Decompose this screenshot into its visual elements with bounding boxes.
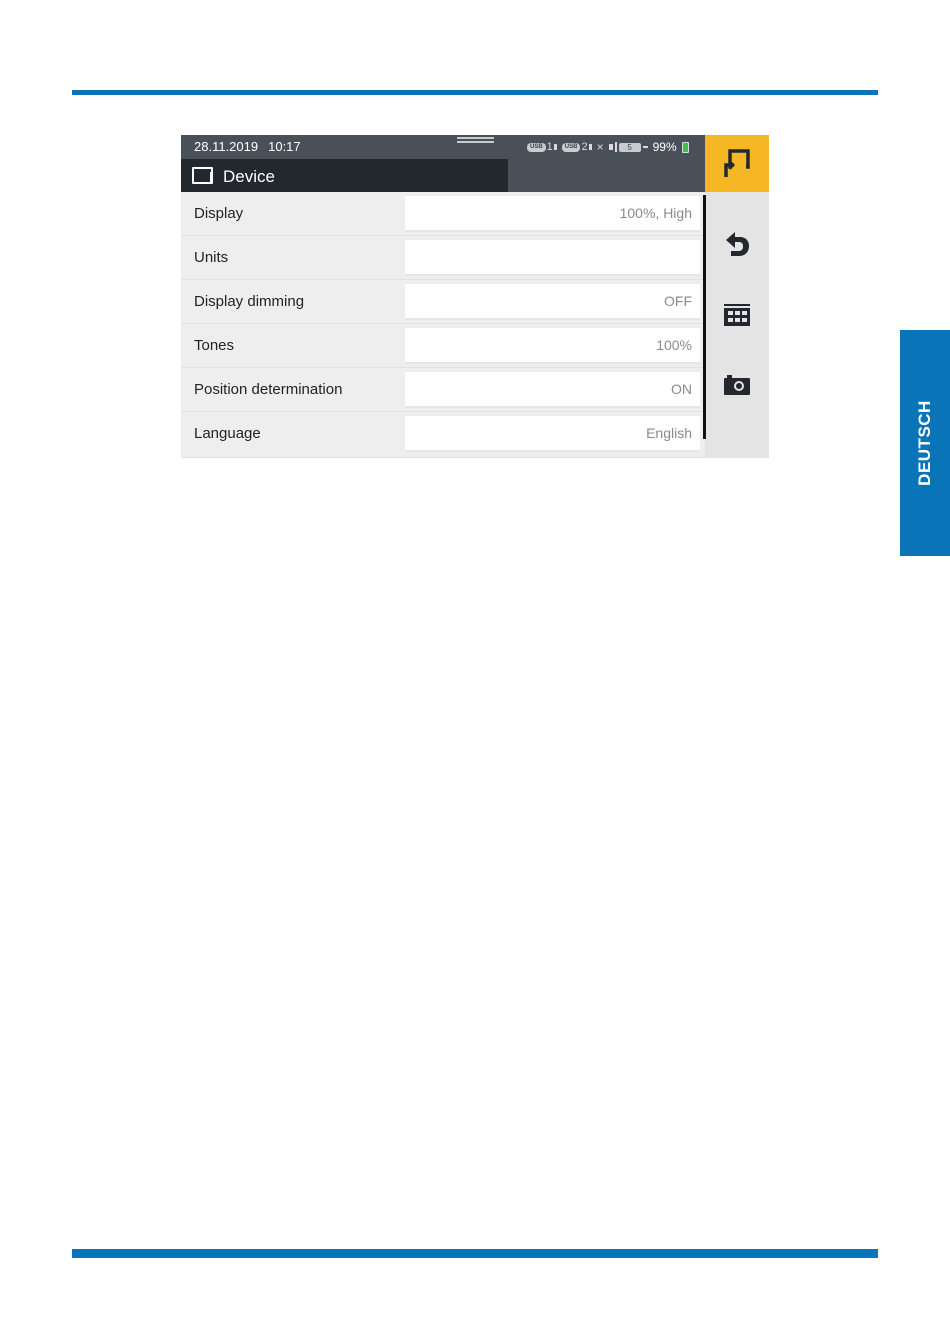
usb2-icon: USB xyxy=(562,143,581,152)
setting-value: OFF xyxy=(664,293,692,309)
setting-row-display-dimming[interactable] xyxy=(181,280,703,324)
device-screen xyxy=(181,135,769,458)
title-bar xyxy=(181,159,508,192)
settings-list xyxy=(181,192,703,458)
status-time: 10:17 xyxy=(268,139,301,154)
language-side-tab xyxy=(900,330,950,556)
battery-icon xyxy=(682,142,689,153)
setting-value: 100%, High xyxy=(619,205,692,221)
setting-value-field[interactable] xyxy=(405,240,700,276)
setting-label: Units xyxy=(194,249,229,266)
usb1-indicator: USB 1 xyxy=(527,141,557,153)
usb2-indicator: USB 2 xyxy=(562,141,592,153)
setting-value: ON xyxy=(671,381,692,397)
status-date: 28.11.2019 xyxy=(194,139,259,154)
setting-row-position-determination[interactable] xyxy=(181,368,703,412)
setting-row-tones[interactable] xyxy=(181,324,703,368)
screenshot-button[interactable] xyxy=(705,362,769,408)
setting-row-display[interactable] xyxy=(181,192,703,236)
top-rule xyxy=(72,90,878,95)
setting-label: Tones xyxy=(194,337,235,354)
setting-label: Display dimming xyxy=(194,293,305,310)
setting-row-language[interactable] xyxy=(181,412,703,458)
drag-handle-line[interactable] xyxy=(457,141,494,143)
language-side-tab-label: DEUTSCH xyxy=(915,400,935,486)
title-bar-extension xyxy=(508,159,705,192)
setting-value-field[interactable] xyxy=(405,284,700,320)
status-datetime xyxy=(194,139,301,154)
setting-label: Language xyxy=(194,425,261,442)
setting-row-units[interactable] xyxy=(181,236,703,280)
setting-value-field[interactable] xyxy=(405,416,700,452)
right-sidebar xyxy=(705,192,769,458)
grid-icon xyxy=(723,303,751,327)
grid-view-button[interactable] xyxy=(705,292,769,338)
status-indicators xyxy=(527,140,689,154)
bottom-rule xyxy=(72,1249,878,1258)
setting-value-field[interactable] xyxy=(405,196,700,232)
close-icon: × xyxy=(596,140,604,154)
home-exit-button[interactable] xyxy=(705,135,769,192)
connection-indicator xyxy=(609,142,648,152)
status-bar xyxy=(181,135,705,159)
scrollbar[interactable] xyxy=(703,195,706,439)
camera-icon xyxy=(722,373,752,397)
back-button[interactable] xyxy=(705,222,769,268)
drag-handle-line[interactable] xyxy=(457,137,494,139)
back-arrow-icon xyxy=(722,230,752,260)
usb1-icon: USB xyxy=(527,143,546,152)
plug-icon xyxy=(609,144,613,150)
plug-count-badge: 5 xyxy=(619,143,641,152)
monitor-icon xyxy=(192,167,213,184)
home-exit-icon xyxy=(720,147,754,181)
battery-percent: 99% xyxy=(652,140,677,154)
setting-value-field[interactable] xyxy=(405,372,700,408)
setting-value: 100% xyxy=(656,337,692,353)
page-title: Device xyxy=(223,167,275,186)
setting-label: Position determination xyxy=(194,381,343,398)
setting-value-field[interactable] xyxy=(405,328,700,364)
setting-value: English xyxy=(646,425,692,441)
setting-label: Display xyxy=(194,205,244,222)
